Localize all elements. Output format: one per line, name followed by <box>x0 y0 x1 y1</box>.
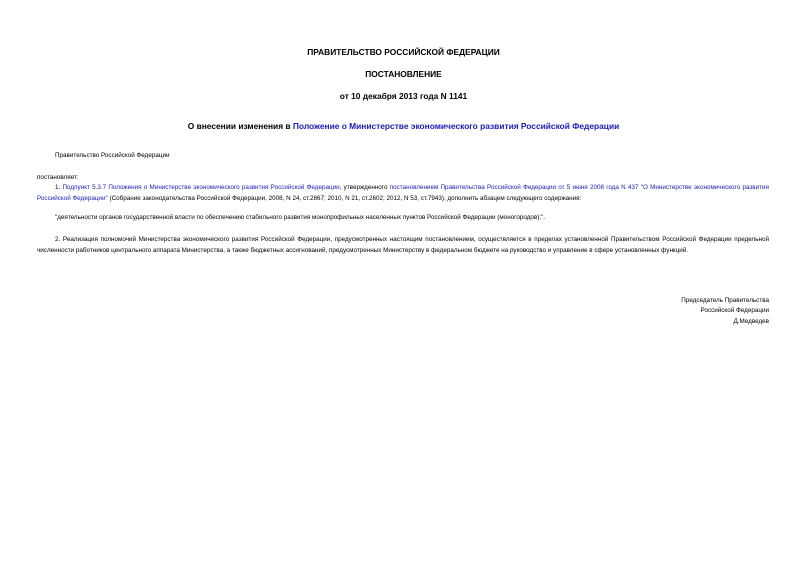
document-type-heading: ПОСТАНОВЛЕНИЕ <box>365 69 442 79</box>
item-1-link-subpoint[interactable]: Подпункт 5.3.7 Положения о Министерстве экономического развития Российской Федерации <box>62 184 340 191</box>
item-1-text-b: (Собрание законодательства Российской Федерации, 2008, N 24, ст.2867; 2010, N 21, ст.2602; 2012, N 53, ст.7943), дополнить абзацем следующего содержания: <box>107 194 582 202</box>
signature-title-line2: Российской Федерации <box>700 307 769 314</box>
item-1-number: 1. <box>55 184 63 191</box>
document-subject <box>0 121 807 131</box>
subject-link[interactable]: Положение о Министерстве экономического развития Российской Федерации <box>292 121 620 131</box>
signature-name: Д.Медведев <box>733 318 769 325</box>
document-date-number: от 10 декабря 2013 года N 1141 <box>339 91 468 101</box>
signature-title-line1: Председатель Правительства <box>681 297 769 304</box>
resolves-text: постановляет: <box>37 174 79 181</box>
item-1-paragraph <box>37 183 769 204</box>
subject-prefix: О внесении изменения в <box>187 121 293 131</box>
government-name: Правительство Российской Федерации <box>55 152 170 159</box>
item-1-text-a: , утвержденного <box>339 184 390 191</box>
added-paragraph-quote: "деятельности органов государственной власти по обеспечению стабильного развития монопрофильных населенных пунктов Российской Федерации (моногородов);". <box>55 214 546 221</box>
item-1-link-resolution[interactable]: постановлением Правительства Российской Федерации от 5 июня 2008 года N 437 "О Министерстве экономического развития Российской Федерации" <box>37 184 769 202</box>
issuer-heading: ПРАВИТЕЛЬСТВО РОССИЙСКОЙ ФЕДЕРАЦИИ <box>307 47 500 57</box>
item-2-paragraph: 2. Реализация полномочий Министерства экономического развития Российской Федерации, предусмотренных настоящим постановлением, осуществляется в пределах установленной Правительством Российской Федерации предельной численности работников центрального аппарата Министерства, а также бюджетных ассигнований, предусмотренных Министерству в федеральном бюджете на руководство и управление в сфере установленных функций. <box>37 236 769 254</box>
